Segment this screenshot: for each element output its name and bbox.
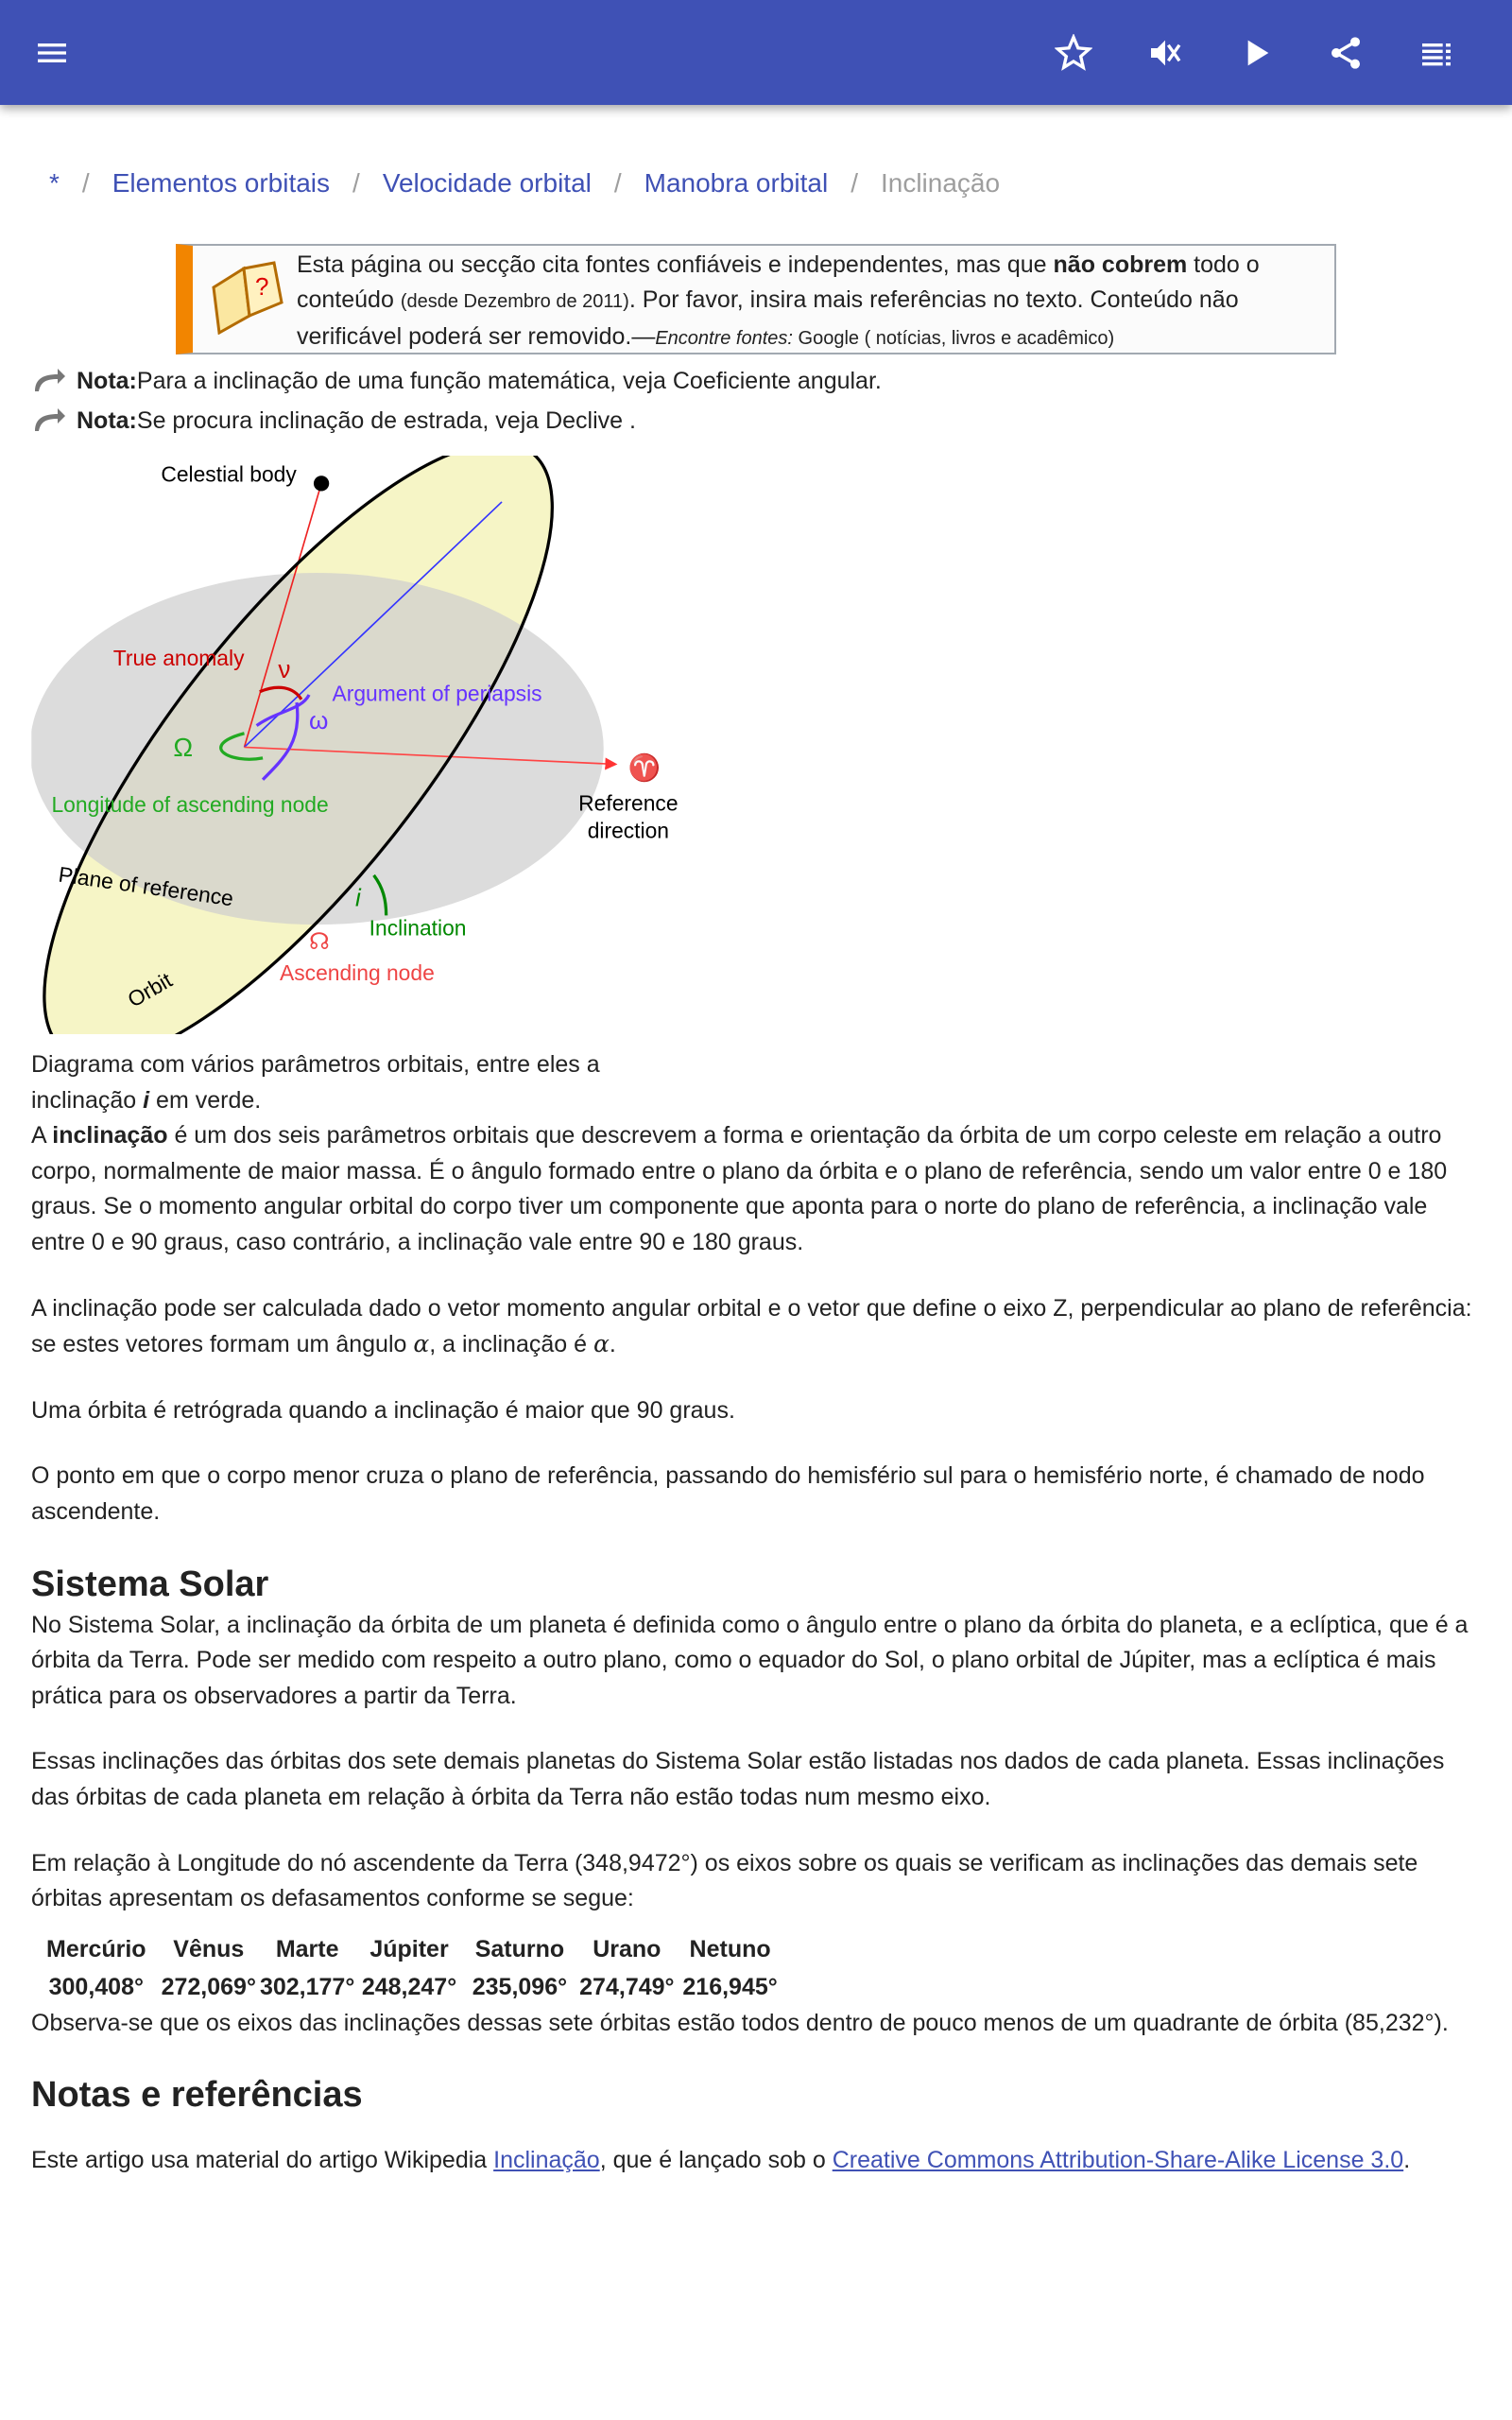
table-cell: 300,408° bbox=[48, 1973, 144, 2000]
table-header: Júpiter bbox=[369, 1935, 449, 1962]
label-direction: direction bbox=[587, 818, 670, 843]
breadcrumb-manobra-orbital[interactable]: Manobra orbital bbox=[644, 168, 829, 198]
label-Omega: Ω bbox=[173, 733, 194, 763]
label-reference: Reference bbox=[578, 790, 679, 816]
svg-text:?: ? bbox=[255, 272, 269, 301]
label-orbit: Orbit bbox=[123, 967, 177, 1012]
text: . bbox=[1403, 2147, 1411, 2174]
breadcrumb-separator: / bbox=[81, 168, 90, 198]
note-label: Nota: bbox=[77, 406, 137, 434]
breadcrumb bbox=[49, 168, 1000, 199]
article-body bbox=[31, 1047, 1486, 2209]
breadcrumb-separator: / bbox=[352, 168, 360, 198]
label-celestial-body: Celestial body bbox=[161, 461, 297, 487]
orbital-elements-diagram bbox=[31, 456, 679, 1034]
text: é um dos seis parâmetros orbitais que descrevem a forma e orientação da órbita de um corpo celeste em relação a outro corpo, normalmente de maior massa. É o ângulo formado entre o plano da órbita e o plano de referência, sendo um valor entre 0 e 180 graus. Se o momento angular orbital do corpo tiver um componente que aponta para o norte do plano de referência, a inclinação vale entre 0 e 90 graus, caso contrário, a inclinação vale entre 90 e 180 graus. bbox=[31, 1122, 1448, 1255]
star-icon[interactable] bbox=[1047, 26, 1100, 79]
table-header: Urano bbox=[593, 1935, 662, 1962]
label-ascending-node: Ascending node bbox=[280, 959, 435, 985]
paragraph: O ponto em que o corpo menor cruza o plano de referência, passando do hemisfério sul para o hemisfério norte, é chamado de nodo ascendente. bbox=[31, 1462, 1425, 1525]
table-header-row bbox=[33, 1930, 784, 1968]
section-heading-sistema-solar: Sistema Solar bbox=[31, 1564, 269, 1604]
text: A bbox=[31, 1122, 53, 1150]
notice-text: . Por favor, insira mais referências no texto. Conteúdo não verificável poderá ser removido.— bbox=[297, 286, 1239, 350]
table-header: Marte bbox=[275, 1935, 339, 1962]
text: , que é lançado sob o bbox=[599, 2147, 833, 2174]
paragraph: Em relação à Longitude do nó ascendente da Terra (348,9472°) os eixos sobre os quais se verificam as inclinações das demais sete órbitas apresentam os defasamentos conforme se segue: bbox=[31, 1849, 1418, 1912]
caption-i: i bbox=[143, 1086, 150, 1114]
table-header: Vênus bbox=[173, 1935, 245, 1962]
notice-find-sources: Encontre fontes: bbox=[655, 328, 793, 349]
notice-sources-links[interactable]: Google ( notícias, livros e acadêmico) bbox=[792, 328, 1115, 349]
ascending-node-symbol: ☊ bbox=[309, 929, 330, 956]
volume-off-icon[interactable] bbox=[1139, 26, 1192, 79]
breadcrumb-home[interactable]: * bbox=[49, 168, 60, 198]
breadcrumb-separator: / bbox=[613, 168, 622, 198]
notice-text: todo o conteúdo bbox=[297, 251, 1260, 313]
notice-text: Esta página ou secção cita fontes confiáveis e independentes, mas que bbox=[297, 251, 1054, 278]
playlist-icon[interactable] bbox=[1410, 26, 1463, 79]
alpha-symbol: α bbox=[413, 1330, 430, 1358]
breadcrumb-current: Inclinação bbox=[880, 168, 1001, 198]
paragraph: Observa-se que os eixos das inclinações dessas sete órbitas estão todos dentro de pouco menos de um quadrante de órbita (85,232°). bbox=[31, 2009, 1449, 2036]
celestial-body-dot bbox=[314, 475, 329, 491]
wikipedia-article-link[interactable]: Inclinação bbox=[493, 2147, 600, 2174]
figure-caption bbox=[31, 1047, 1486, 1118]
redirect-arrow-icon bbox=[31, 367, 67, 395]
license-link[interactable]: Creative Commons Attribution-Share-Alike License 3.0 bbox=[832, 2147, 1404, 2174]
share-icon[interactable] bbox=[1319, 26, 1372, 79]
intro-paragraph bbox=[31, 1118, 1486, 1260]
license-paragraph bbox=[31, 2143, 1486, 2179]
text: Este artigo usa material do artigo Wikipedia bbox=[31, 2147, 494, 2174]
table-cell: 216,945° bbox=[682, 1973, 778, 2000]
caption-text: em verde. bbox=[149, 1086, 262, 1114]
label-nu: ν bbox=[278, 655, 291, 684]
hatnote bbox=[31, 367, 882, 395]
table-cell: 302,177° bbox=[259, 1973, 355, 2000]
notice-date: (desde Dezembro de 2011) bbox=[400, 291, 629, 312]
app-toolbar bbox=[0, 0, 1512, 105]
paragraph: No Sistema Solar, a inclinação da órbita de um planeta é definida como o ângulo entre o plano da órbita do planeta, e a eclíptica, que é a órbita da Terra. Pode ser medido com respeito a outro plano, como o equador do Sol, o plano orbital de Júpiter, mas a eclíptica é mais prática para os observadores a partir da Terra. bbox=[31, 1611, 1469, 1709]
table-row bbox=[33, 1968, 784, 2006]
paragraph bbox=[31, 1291, 1486, 1363]
breadcrumb-elementos-orbitais[interactable]: Elementos orbitais bbox=[112, 168, 331, 198]
caption-text: Diagrama com vários parâmetros orbitais, entre eles a bbox=[31, 1051, 600, 1078]
redirect-arrow-icon bbox=[31, 406, 67, 435]
table-header: Saturno bbox=[474, 1935, 565, 1962]
table-cell: 235,096° bbox=[472, 1973, 568, 2000]
table-cell: 248,247° bbox=[361, 1973, 457, 2000]
label-inclination: Inclination bbox=[369, 915, 467, 941]
label-omega: ω bbox=[309, 705, 329, 735]
breadcrumb-velocidade-orbital[interactable]: Velocidade orbital bbox=[382, 168, 592, 198]
aries-symbol: ♈ bbox=[627, 752, 662, 783]
table-header: Netuno bbox=[689, 1935, 771, 1962]
menu-icon[interactable] bbox=[26, 26, 78, 79]
table-header: Mercúrio bbox=[46, 1935, 146, 1962]
table-cell: 272,069° bbox=[161, 1973, 256, 2000]
paragraph: Uma órbita é retrógrada quando a inclinação é maior que 90 graus. bbox=[31, 1396, 735, 1424]
table-cell: 274,749° bbox=[579, 1973, 675, 2000]
play-icon[interactable] bbox=[1229, 26, 1282, 79]
text: A inclinação pode ser calculada dado o vetor momento angular orbital e o vetor que define o eixo Z, perpendicular ao plano de referência: se estes vetores formam um ângulo bbox=[31, 1294, 1472, 1358]
citation-notice bbox=[176, 244, 1336, 354]
note-text[interactable]: Para a inclinação de uma função matemática, veja Coeficiente angular. bbox=[136, 367, 882, 394]
breadcrumb-separator: / bbox=[850, 168, 858, 198]
note-label: Nota: bbox=[77, 367, 137, 394]
term: inclinação bbox=[52, 1122, 168, 1150]
section-heading-notas: Notas e referências bbox=[31, 2075, 363, 2116]
note-text[interactable]: Se procura inclinação de estrada, veja Declive . bbox=[136, 406, 636, 434]
text: . bbox=[609, 1331, 616, 1358]
label-argument-of-periapsis: Argument of periapsis bbox=[332, 681, 542, 706]
label-plane-of-reference: Plane of reference bbox=[57, 861, 235, 911]
caption-text: inclinação bbox=[31, 1086, 144, 1114]
paragraph: Essas inclinações das órbitas dos sete demais planetas do Sistema Solar estão listadas nos dados de cada planeta. Essas inclinações das órbitas de cada planeta em relação à órbita da Terra não estão todas num mesmo eixo. bbox=[31, 1748, 1445, 1810]
book-question-icon bbox=[206, 259, 287, 335]
label-true-anomaly: True anomaly bbox=[112, 645, 245, 670]
planet-table bbox=[33, 1930, 784, 2006]
text: , a inclinação é bbox=[429, 1331, 593, 1358]
label-longitude-ascending-node: Longitude of ascending node bbox=[51, 791, 329, 817]
label-i: i bbox=[355, 883, 361, 912]
alpha-symbol: α bbox=[593, 1330, 610, 1358]
hatnote bbox=[31, 406, 636, 435]
notice-bold: não cobrem bbox=[1053, 251, 1188, 278]
